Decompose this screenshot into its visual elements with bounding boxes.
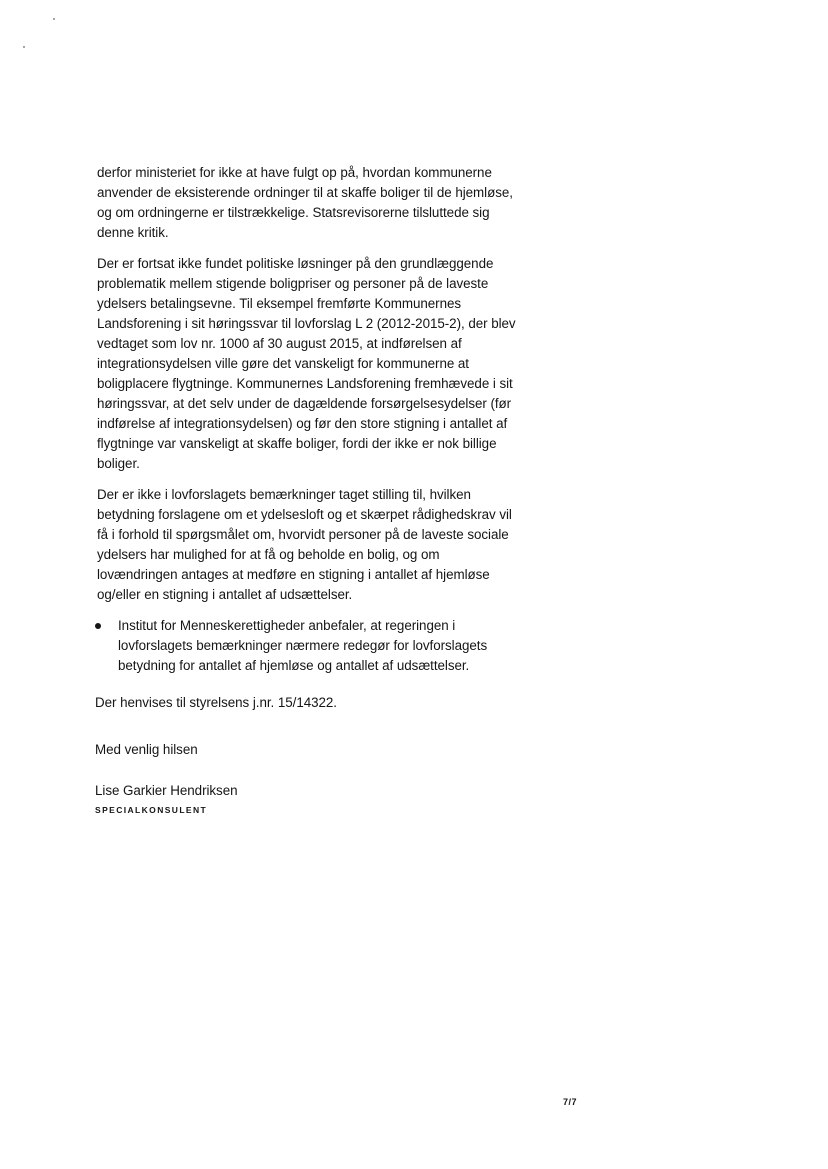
text-line: boligplacere flygtninge. Kommunernes Landsforening fremhævede i sit: [97, 376, 513, 391]
text-line: og/eller en stigning i antallet af udsættelser.: [97, 587, 353, 602]
recommendation-bullet: [97, 616, 567, 676]
text-line: lovforslagets bemærkninger nærmere redegør for lovforslagets: [118, 638, 488, 653]
paragraph-housing-problem: [97, 254, 567, 474]
text-line: få i forhold til spørgsmålet om, hvorvidt personer på de laveste sociale: [97, 527, 509, 542]
scan-speck: [23, 46, 25, 48]
text-line: boliger.: [97, 456, 140, 471]
text-line: betydning forslagene om et ydelsesloft og et skærpet rådighedskrav vil: [97, 507, 512, 522]
text-line: ydelsers har mulighed for at få og beholde en bolig, og om: [97, 547, 440, 562]
signer-name: Lise Garkier Hendriksen: [95, 783, 238, 798]
text-line: vedtaget som lov nr. 1000 af 30 august 2015, at indførelsen af: [97, 336, 462, 351]
paragraph-remarks: [97, 485, 567, 605]
reference-line: Der henvises til styrelsens j.nr. 15/14322.: [95, 695, 337, 710]
text-line: flygtninge var vanskeligt at skaffe boliger, fordi der ikke er nok billige: [97, 436, 497, 451]
text-line: Landsforening i sit høringssvar til lovforslag L 2 (2012-2015-2), der blev: [97, 316, 516, 331]
text-line: problematik mellem stigende boligpriser og personer på de laveste: [97, 276, 489, 291]
text-line: integrationsydelsen ville gøre det vanskeligt for kommunerne at: [97, 356, 469, 371]
text-line: Der er ikke i lovforslagets bemærkninger taget stilling til, hvilken: [97, 487, 471, 502]
text-line: Institut for Menneskerettigheder anbefaler, at regeringen i: [118, 618, 456, 633]
text-line: og om ordningerne er tilstrækkelige. Statsrevisorerne tilsluttede sig: [97, 205, 490, 220]
text-line: denne kritik.: [97, 225, 169, 240]
text-line: høringssvar, at det selv under de dagældende forsørgelsesydelser (før: [97, 396, 512, 411]
text-line: lovændringen antages at medføre en stigning i antallet af hjemløse: [97, 567, 490, 582]
text-line: Der er fortsat ikke fundet politiske løsninger på den grundlæggende: [97, 256, 494, 271]
page-number: 7/7: [563, 1097, 578, 1107]
text-line: ydelsers betalingsevne. Til eksempel fremførte Kommunernes: [97, 296, 462, 311]
paragraph-criticism: [97, 163, 567, 243]
closing-salutation: Med venlig hilsen: [95, 742, 198, 757]
bullet-dot: [95, 623, 101, 629]
letter-body: [97, 163, 567, 816]
signer-title: SPECIALKONSULENT: [95, 805, 208, 815]
scan-speck: [53, 18, 55, 20]
text-line: anvender de eksisterende ordninger til at skaffe boliger til de hjemløse,: [97, 185, 513, 200]
text-line: derfor ministeriet for ikke at have fulgt op på, hvordan kommunerne: [97, 165, 492, 180]
text-line: indførelse af integrationsydelsen) og før den store stigning i antallet af: [97, 416, 508, 431]
text-line: betydning for antallet af hjemløse og antallet af udsættelser.: [118, 658, 470, 673]
